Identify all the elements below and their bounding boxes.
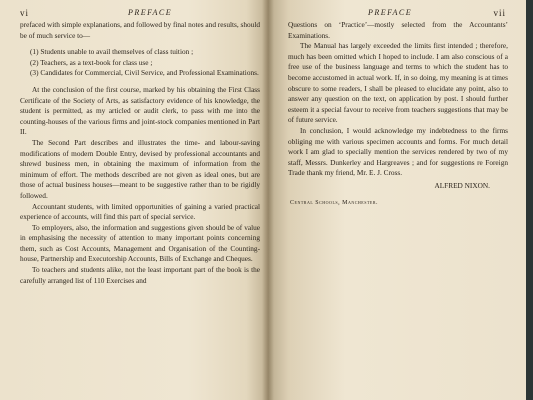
left-running-head: PREFACE — [128, 8, 173, 17]
paragraph: To employers, also, the information and suggestions given should be of value in emphasising the necessity of attention to many important points concerning them, such as Cost Accounts, Management and Organisation of the Counting-house, Partnership and Executorship Accounts, Bills of Exchange and Cheques. — [20, 222, 260, 264]
author-signature: ALFRED NIXON. — [434, 180, 490, 190]
book-gutter — [262, 0, 274, 400]
paragraph: Accountant students, with limited opportunities of gaining a varied practical experience of accounts, will find this part of special service. — [20, 201, 260, 222]
list-item: (1) Students unable to avail themselves of class tuition ; — [30, 47, 194, 57]
book-cover-edge — [526, 0, 533, 400]
paragraph: The Second Part describes and illustrates the time- and labour-saving modifications of modern Double Entry, devised by professional accountants and shrewd business men, in obtaining the maximum of information from the minimum of effort. The methods described are not given as ideal ones, but are those of actual business houses—meant to be suggestive rather than to be rigidly followed. — [20, 137, 260, 200]
paragraph: Questions on ‘Practice’—mostly selected from the Accountants’ Examinations. — [288, 20, 508, 40]
right-page-number: vii — [493, 8, 506, 18]
intro-paragraph: prefaced with simple explanations, and followed by final notes and results, should be of much service to— — [20, 20, 260, 40]
author-place: Central Schools, Manchester. — [290, 199, 379, 206]
paragraph: At the conclusion of the first course, marked by his obtaining the First Class Certificate of the Society of Arts, as satisfactory evidence of his knowledge, the student is permitted, as my articled or audit clerk, to pass with me into the counting-houses of the various firms and joint-stock companies mentioned in Part II. — [20, 84, 260, 137]
right-page — [268, 0, 526, 400]
paragraph: To teachers and students alike, not the least important part of the book is the carefully arranged list of 110 Exercises and — [20, 265, 260, 285]
right-running-head: PREFACE — [368, 8, 413, 17]
list-item: (3) Candidates for Commercial, Civil Service, and Professional Examinations. — [30, 68, 259, 78]
paragraph: In conclusion, I would acknowledge my indebtedness to the firms obliging me with various specimen accounts and forms. For much detail work I am glad to specially mention the services rendered by two of my staff, Messrs. Dunkerley and Hargreaves ; and for suggestions re Foreign Trade thank my friend, Mr. E. J. Cross. — [288, 125, 508, 178]
left-page-header — [20, 6, 260, 20]
paragraph: The Manual has largely exceeded the limits first intended ; therefore, much has been omitted which I hoped to include. I am also conscious of a free use of the business language and terms to which the student has to become accustomed in actual work. If, in so doing, my meaning is at times obscure to some readers, I shall be pleased to elucidate any point, also to answer any question on the text, on application by post. I should further esteem it a special favour to receive from teachers suggestions that may be of future service. — [288, 41, 508, 125]
right-page-header — [288, 6, 508, 20]
left-page-number: vi — [20, 8, 30, 18]
audience-list — [30, 47, 260, 79]
list-item: (2) Teachers, as a text-book for class use ; — [30, 57, 153, 67]
